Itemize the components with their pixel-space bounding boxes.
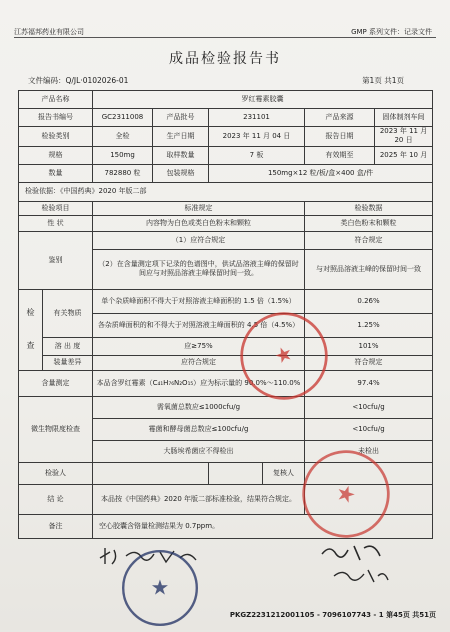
company-header: 江苏福邦药业有限公司	[14, 28, 84, 36]
qty: 782880 粒	[93, 164, 153, 182]
svg-text:★: ★	[150, 575, 170, 600]
table-row	[19, 127, 433, 147]
table-row	[19, 370, 433, 396]
related-res-1: 0.26%	[305, 289, 433, 313]
check-label: 检 查	[19, 289, 43, 370]
table-row	[19, 182, 433, 201]
approver-handwritten-signature	[330, 566, 390, 589]
prod-date: 2023 年 11 月 04 日	[209, 127, 305, 147]
appearance-res: 类白色粉末和颗粒	[305, 215, 433, 231]
approver-cell	[305, 484, 433, 514]
svg-text:★: ★	[332, 479, 360, 510]
micro-res-3: 未检出	[305, 440, 433, 462]
batch-label: 产品批号	[153, 109, 209, 127]
table-row	[19, 164, 433, 182]
reviewer-label: 复核人	[263, 462, 305, 484]
spec: 150mg	[93, 146, 153, 164]
table-row	[19, 337, 433, 355]
page-number: 第1页 共1页	[362, 76, 404, 85]
col-item: 检验项目	[19, 201, 93, 215]
report-no: GC2311008	[93, 109, 153, 127]
loading-std: 应符合规定	[93, 355, 305, 370]
remark-text: 空心胶囊含铬量检测结果为 0.7ppm。	[93, 514, 433, 538]
report-date-label: 报告日期	[305, 127, 375, 147]
table-row	[19, 396, 433, 418]
identify-std-1: （1）应符合规定	[93, 231, 305, 249]
remark-label: 备注	[19, 514, 93, 538]
inspection-report-table	[18, 90, 433, 539]
identify-res-1: 符合规定	[305, 231, 433, 249]
qty-label: 数量	[19, 164, 93, 182]
appearance-std: 内容物为白色或类白色粉末和颗粒	[93, 215, 305, 231]
sample-label: 取样数量	[153, 146, 209, 164]
table-row	[19, 146, 433, 164]
batch-no: 231101	[209, 109, 305, 127]
table-row	[19, 484, 433, 514]
assay-std: 本品含罗红霉素（C₄₁H₇₆N₂O₁₅）应为标示量的 90.0%～110.0%	[93, 370, 305, 396]
dissolution-std: 应≥75%	[93, 337, 305, 355]
reviewer-handwritten-signature	[318, 540, 388, 567]
category-label: 检验类别	[19, 127, 93, 147]
reviewer-signature	[305, 462, 433, 484]
conclusion-text: 本品按《中国药典》2020 年版二部标准检验，结果符合规定。	[93, 484, 305, 514]
expiry-label: 有效期至	[305, 146, 375, 164]
appearance-label: 性 状	[19, 215, 93, 231]
product-name: 罗红霉素胶囊	[93, 91, 433, 109]
source-label: 产品来源	[305, 109, 375, 127]
table-row	[19, 514, 433, 538]
related-std-1: 单个杂质峰面积不得大于对照溶液主峰面积的 1.5 倍（1.5%）	[93, 289, 305, 313]
conclusion-label: 结 论	[19, 484, 93, 514]
document-title: 成品检验报告书	[169, 51, 281, 67]
source: 固体制剂车间	[375, 109, 433, 127]
spec-label: 规格	[19, 146, 93, 164]
loading-label: 装量差异	[43, 355, 93, 370]
micro-std-1: 需氧菌总数应≤1000cfu/g	[93, 396, 305, 418]
identify-std-2: （2）在含量测定项下记录的色谱图中，供试品溶液主峰的保留时间应与对照品溶液主峰保留时间一致。	[93, 249, 305, 289]
micro-std-3: 大肠埃希菌应不得检出	[93, 440, 305, 462]
col-standard: 标准规定	[93, 201, 305, 215]
inspection-basis: 检验依据：《中国药典》2020 年版二部	[19, 182, 433, 201]
micro-std-2: 霉菌和酵母菌总数应≤100cfu/g	[93, 418, 305, 440]
dissolution-label: 溶 出 度	[43, 337, 93, 355]
table-row	[19, 109, 433, 127]
table-row	[19, 289, 433, 313]
table-row	[19, 462, 433, 484]
inspector-signature	[93, 462, 209, 484]
report-date: 2023 年 11 月 20 日	[375, 127, 433, 147]
sample: 7 板	[209, 146, 305, 164]
micro-label: 微生物限度检查	[19, 396, 93, 462]
header-divider	[14, 37, 436, 38]
identify-label: 鉴别	[19, 231, 93, 289]
assay-label: 含量测定	[19, 370, 93, 396]
table-row	[19, 91, 433, 109]
loading-res: 符合规定	[305, 355, 433, 370]
col-result: 检验数据	[305, 201, 433, 215]
related-res-2: 1.25%	[305, 313, 433, 337]
product-name-label: 产品名称	[19, 91, 93, 109]
file-number: 文件编码：Q/JL·0102026-01	[28, 76, 129, 85]
micro-res-2: <10cfu/g	[305, 418, 433, 440]
table-row	[19, 215, 433, 231]
pack: 150mg×12 粒/板/盒×400 盒/件	[209, 164, 433, 182]
inspector-handwritten-signature	[96, 546, 206, 569]
svg-text:★: ★	[270, 340, 297, 370]
gmp-header: GMP 系列文件：记录文件	[351, 28, 432, 36]
document-footer: PKGZ2231212001105 - 7096107743 - 1 第45页 共51页	[229, 611, 436, 619]
table-header-row	[19, 201, 433, 215]
identify-res-2: 与对照品溶液主峰的保留时间一致	[305, 249, 433, 289]
dissolution-res: 101%	[305, 337, 433, 355]
table-row	[19, 355, 433, 370]
expiry: 2025 年 10 月	[375, 146, 433, 164]
spacer-cell	[209, 462, 263, 484]
prod-date-label: 生产日期	[153, 127, 209, 147]
table-row	[19, 231, 433, 249]
pack-label: 包装规格	[153, 164, 209, 182]
category: 全检	[93, 127, 153, 147]
report-no-label: 报告书编号	[19, 109, 93, 127]
assay-res: 97.4%	[305, 370, 433, 396]
micro-res-1: <10cfu/g	[305, 396, 433, 418]
related-label: 有关物质	[43, 289, 93, 337]
inspector-label: 检验人	[19, 462, 93, 484]
related-std-2: 各杂质峰面积的和不得大于对照溶液主峰面积的 4.5 倍（4.5%）	[93, 313, 305, 337]
